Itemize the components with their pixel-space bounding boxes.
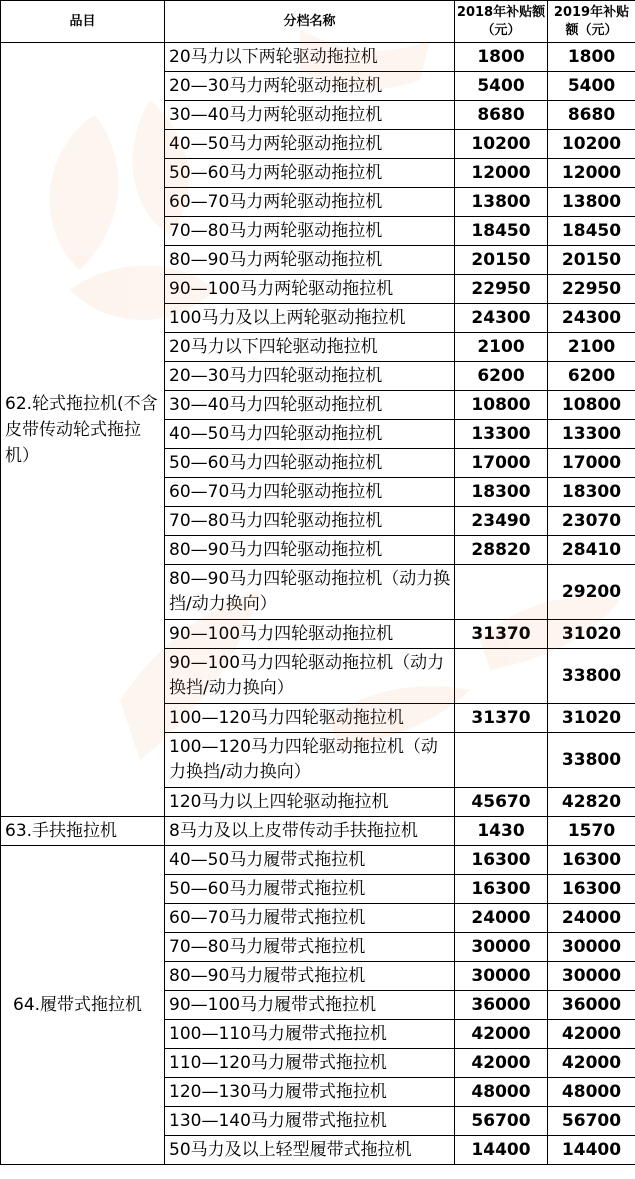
subsidy-2018-cell: 22950 (455, 275, 548, 304)
subsidy-2018-cell: 18300 (455, 478, 548, 507)
item-name-cell: 40—50马力四轮驱动拖拉机 (165, 420, 455, 449)
subsidy-2018-cell: 17000 (455, 449, 548, 478)
item-name-cell: 100—110马力履带式拖拉机 (165, 1020, 455, 1049)
item-name-cell: 90—100马力两轮驱动拖拉机 (165, 275, 455, 304)
subsidy-2019-cell: 16300 (548, 846, 635, 875)
subsidy-2019-cell: 30000 (548, 933, 635, 962)
header-2018-subsidy: 2018年补贴额（元） (455, 1, 548, 43)
item-name-cell: 90—100马力四轮驱动拖拉机 (165, 620, 455, 649)
subsidy-2018-cell: 56700 (455, 1107, 548, 1136)
subsidy-2018-cell: 23490 (455, 507, 548, 536)
item-name-cell: 70—80马力两轮驱动拖拉机 (165, 217, 455, 246)
item-name-cell: 90—100马力履带式拖拉机 (165, 991, 455, 1020)
subsidy-2019-cell: 2100 (548, 333, 635, 362)
subsidy-2018-cell: 1430 (455, 817, 548, 846)
subsidy-2019-cell: 13800 (548, 188, 635, 217)
subsidy-2018-cell: 48000 (455, 1078, 548, 1107)
subsidy-2019-cell: 31020 (548, 620, 635, 649)
subsidy-2019-cell: 30000 (548, 962, 635, 991)
category-cell: 62.轮式拖拉机(不含皮带传动轮式拖拉机） (1, 43, 165, 817)
subsidy-2019-cell: 42000 (548, 1049, 635, 1078)
item-name-cell: 50—60马力四轮驱动拖拉机 (165, 449, 455, 478)
subsidy-2019-cell: 16300 (548, 875, 635, 904)
subsidy-2018-cell: 30000 (455, 933, 548, 962)
item-name-cell: 40—50马力两轮驱动拖拉机 (165, 130, 455, 159)
item-name-cell: 100—120马力四轮驱动拖拉机（动力换挡/动力换向） (165, 733, 455, 788)
subsidy-2019-cell: 18300 (548, 478, 635, 507)
item-name-cell: 30—40马力四轮驱动拖拉机 (165, 391, 455, 420)
subsidy-2018-cell: 8680 (455, 101, 548, 130)
item-name-cell: 50—60马力两轮驱动拖拉机 (165, 159, 455, 188)
item-name-cell: 120—130马力履带式拖拉机 (165, 1078, 455, 1107)
subsidy-2019-cell: 24000 (548, 904, 635, 933)
item-name-cell: 80—90马力四轮驱动拖拉机（动力换挡/动力换向） (165, 565, 455, 620)
item-name-cell: 20马力以下两轮驱动拖拉机 (165, 43, 455, 72)
header-row (1, 1, 635, 43)
table-body (1, 43, 635, 1165)
table-row (1, 43, 635, 72)
item-name-cell: 60—70马力四轮驱动拖拉机 (165, 478, 455, 507)
subsidy-2018-cell: 18450 (455, 217, 548, 246)
subsidy-2019-cell: 31020 (548, 704, 635, 733)
item-name-cell: 30—40马力两轮驱动拖拉机 (165, 101, 455, 130)
table-row (1, 846, 635, 875)
subsidy-2019-cell: 24300 (548, 304, 635, 333)
item-name-cell: 60—70马力履带式拖拉机 (165, 904, 455, 933)
category-cell: 64.履带式拖拉机 (1, 846, 165, 1165)
subsidy-2019-cell: 42000 (548, 1020, 635, 1049)
subsidy-2019-cell: 13300 (548, 420, 635, 449)
item-name-cell: 20—30马力两轮驱动拖拉机 (165, 72, 455, 101)
subsidy-2018-cell: 42000 (455, 1049, 548, 1078)
subsidy-2019-cell: 8680 (548, 101, 635, 130)
item-name-cell: 20马力以下四轮驱动拖拉机 (165, 333, 455, 362)
subsidy-2018-cell: 24300 (455, 304, 548, 333)
subsidy-2018-cell: 31370 (455, 620, 548, 649)
subsidy-2019-cell: 28410 (548, 536, 635, 565)
subsidy-2019-cell: 23070 (548, 507, 635, 536)
subsidy-2018-cell: 1800 (455, 43, 548, 72)
subsidy-2018-cell: 36000 (455, 991, 548, 1020)
subsidy-2019-cell: 18450 (548, 217, 635, 246)
subsidy-2019-cell: 36000 (548, 991, 635, 1020)
subsidy-2019-cell: 42820 (548, 788, 635, 817)
item-name-cell: 70—80马力履带式拖拉机 (165, 933, 455, 962)
subsidy-2018-cell: 13300 (455, 420, 548, 449)
subsidy-2018-cell (455, 565, 548, 620)
subsidy-2018-cell: 10800 (455, 391, 548, 420)
subsidy-2019-cell: 14400 (548, 1136, 635, 1165)
subsidy-2019-cell: 10200 (548, 130, 635, 159)
subsidy-2019-cell: 12000 (548, 159, 635, 188)
category-cell: 63.手扶拖拉机 (1, 817, 165, 846)
table-row (1, 817, 635, 846)
subsidy-2019-cell: 1800 (548, 43, 635, 72)
subsidy-2018-cell: 10200 (455, 130, 548, 159)
subsidy-2019-cell: 6200 (548, 362, 635, 391)
item-name-cell: 60—70马力两轮驱动拖拉机 (165, 188, 455, 217)
subsidy-2018-cell: 20150 (455, 246, 548, 275)
header-category: 品目 (1, 1, 165, 43)
subsidy-2019-cell: 1570 (548, 817, 635, 846)
item-name-cell: 80—90马力四轮驱动拖拉机 (165, 536, 455, 565)
item-name-cell: 50—60马力履带式拖拉机 (165, 875, 455, 904)
item-name-cell: 70—80马力四轮驱动拖拉机 (165, 507, 455, 536)
item-name-cell: 80—90马力两轮驱动拖拉机 (165, 246, 455, 275)
subsidy-2019-cell: 33800 (548, 649, 635, 704)
subsidy-2018-cell (455, 733, 548, 788)
subsidy-2018-cell: 42000 (455, 1020, 548, 1049)
item-name-cell: 110—120马力履带式拖拉机 (165, 1049, 455, 1078)
subsidy-2018-cell: 12000 (455, 159, 548, 188)
subsidy-2018-cell: 16300 (455, 846, 548, 875)
item-name-cell: 120马力以上四轮驱动拖拉机 (165, 788, 455, 817)
subsidy-2018-cell: 5400 (455, 72, 548, 101)
subsidy-2019-cell: 10800 (548, 391, 635, 420)
item-name-cell: 8马力及以上皮带传动手扶拖拉机 (165, 817, 455, 846)
subsidy-2018-cell: 30000 (455, 962, 548, 991)
subsidy-2018-cell: 2100 (455, 333, 548, 362)
item-name-cell: 100—120马力四轮驱动拖拉机 (165, 704, 455, 733)
item-name-cell: 100马力及以上两轮驱动拖拉机 (165, 304, 455, 333)
subsidy-2019-cell: 5400 (548, 72, 635, 101)
subsidy-2019-cell: 56700 (548, 1107, 635, 1136)
item-name-cell: 80—90马力履带式拖拉机 (165, 962, 455, 991)
item-name-cell: 40—50马力履带式拖拉机 (165, 846, 455, 875)
subsidy-2018-cell: 24000 (455, 904, 548, 933)
item-name-cell: 50马力及以上轻型履带式拖拉机 (165, 1136, 455, 1165)
subsidy-2018-cell: 28820 (455, 536, 548, 565)
subsidy-2019-cell: 17000 (548, 449, 635, 478)
subsidy-2018-cell: 45670 (455, 788, 548, 817)
subsidy-2019-cell: 29200 (548, 565, 635, 620)
item-name-cell: 90—100马力四轮驱动拖拉机（动力换挡/动力换向） (165, 649, 455, 704)
item-name-cell: 130—140马力履带式拖拉机 (165, 1107, 455, 1136)
header-2019-subsidy: 2019年补贴额（元） (548, 1, 635, 43)
subsidy-2019-cell: 20150 (548, 246, 635, 275)
subsidy-2018-cell: 6200 (455, 362, 548, 391)
subsidy-2018-cell: 14400 (455, 1136, 548, 1165)
subsidy-2018-cell: 16300 (455, 875, 548, 904)
subsidy-2018-cell: 31370 (455, 704, 548, 733)
subsidy-2018-cell (455, 649, 548, 704)
item-name-cell: 20—30马力四轮驱动拖拉机 (165, 362, 455, 391)
subsidy-2019-cell: 33800 (548, 733, 635, 788)
header-item-name: 分档名称 (165, 1, 455, 43)
subsidy-2019-cell: 48000 (548, 1078, 635, 1107)
subsidy-2018-cell: 13800 (455, 188, 548, 217)
subsidy-2019-cell: 22950 (548, 275, 635, 304)
